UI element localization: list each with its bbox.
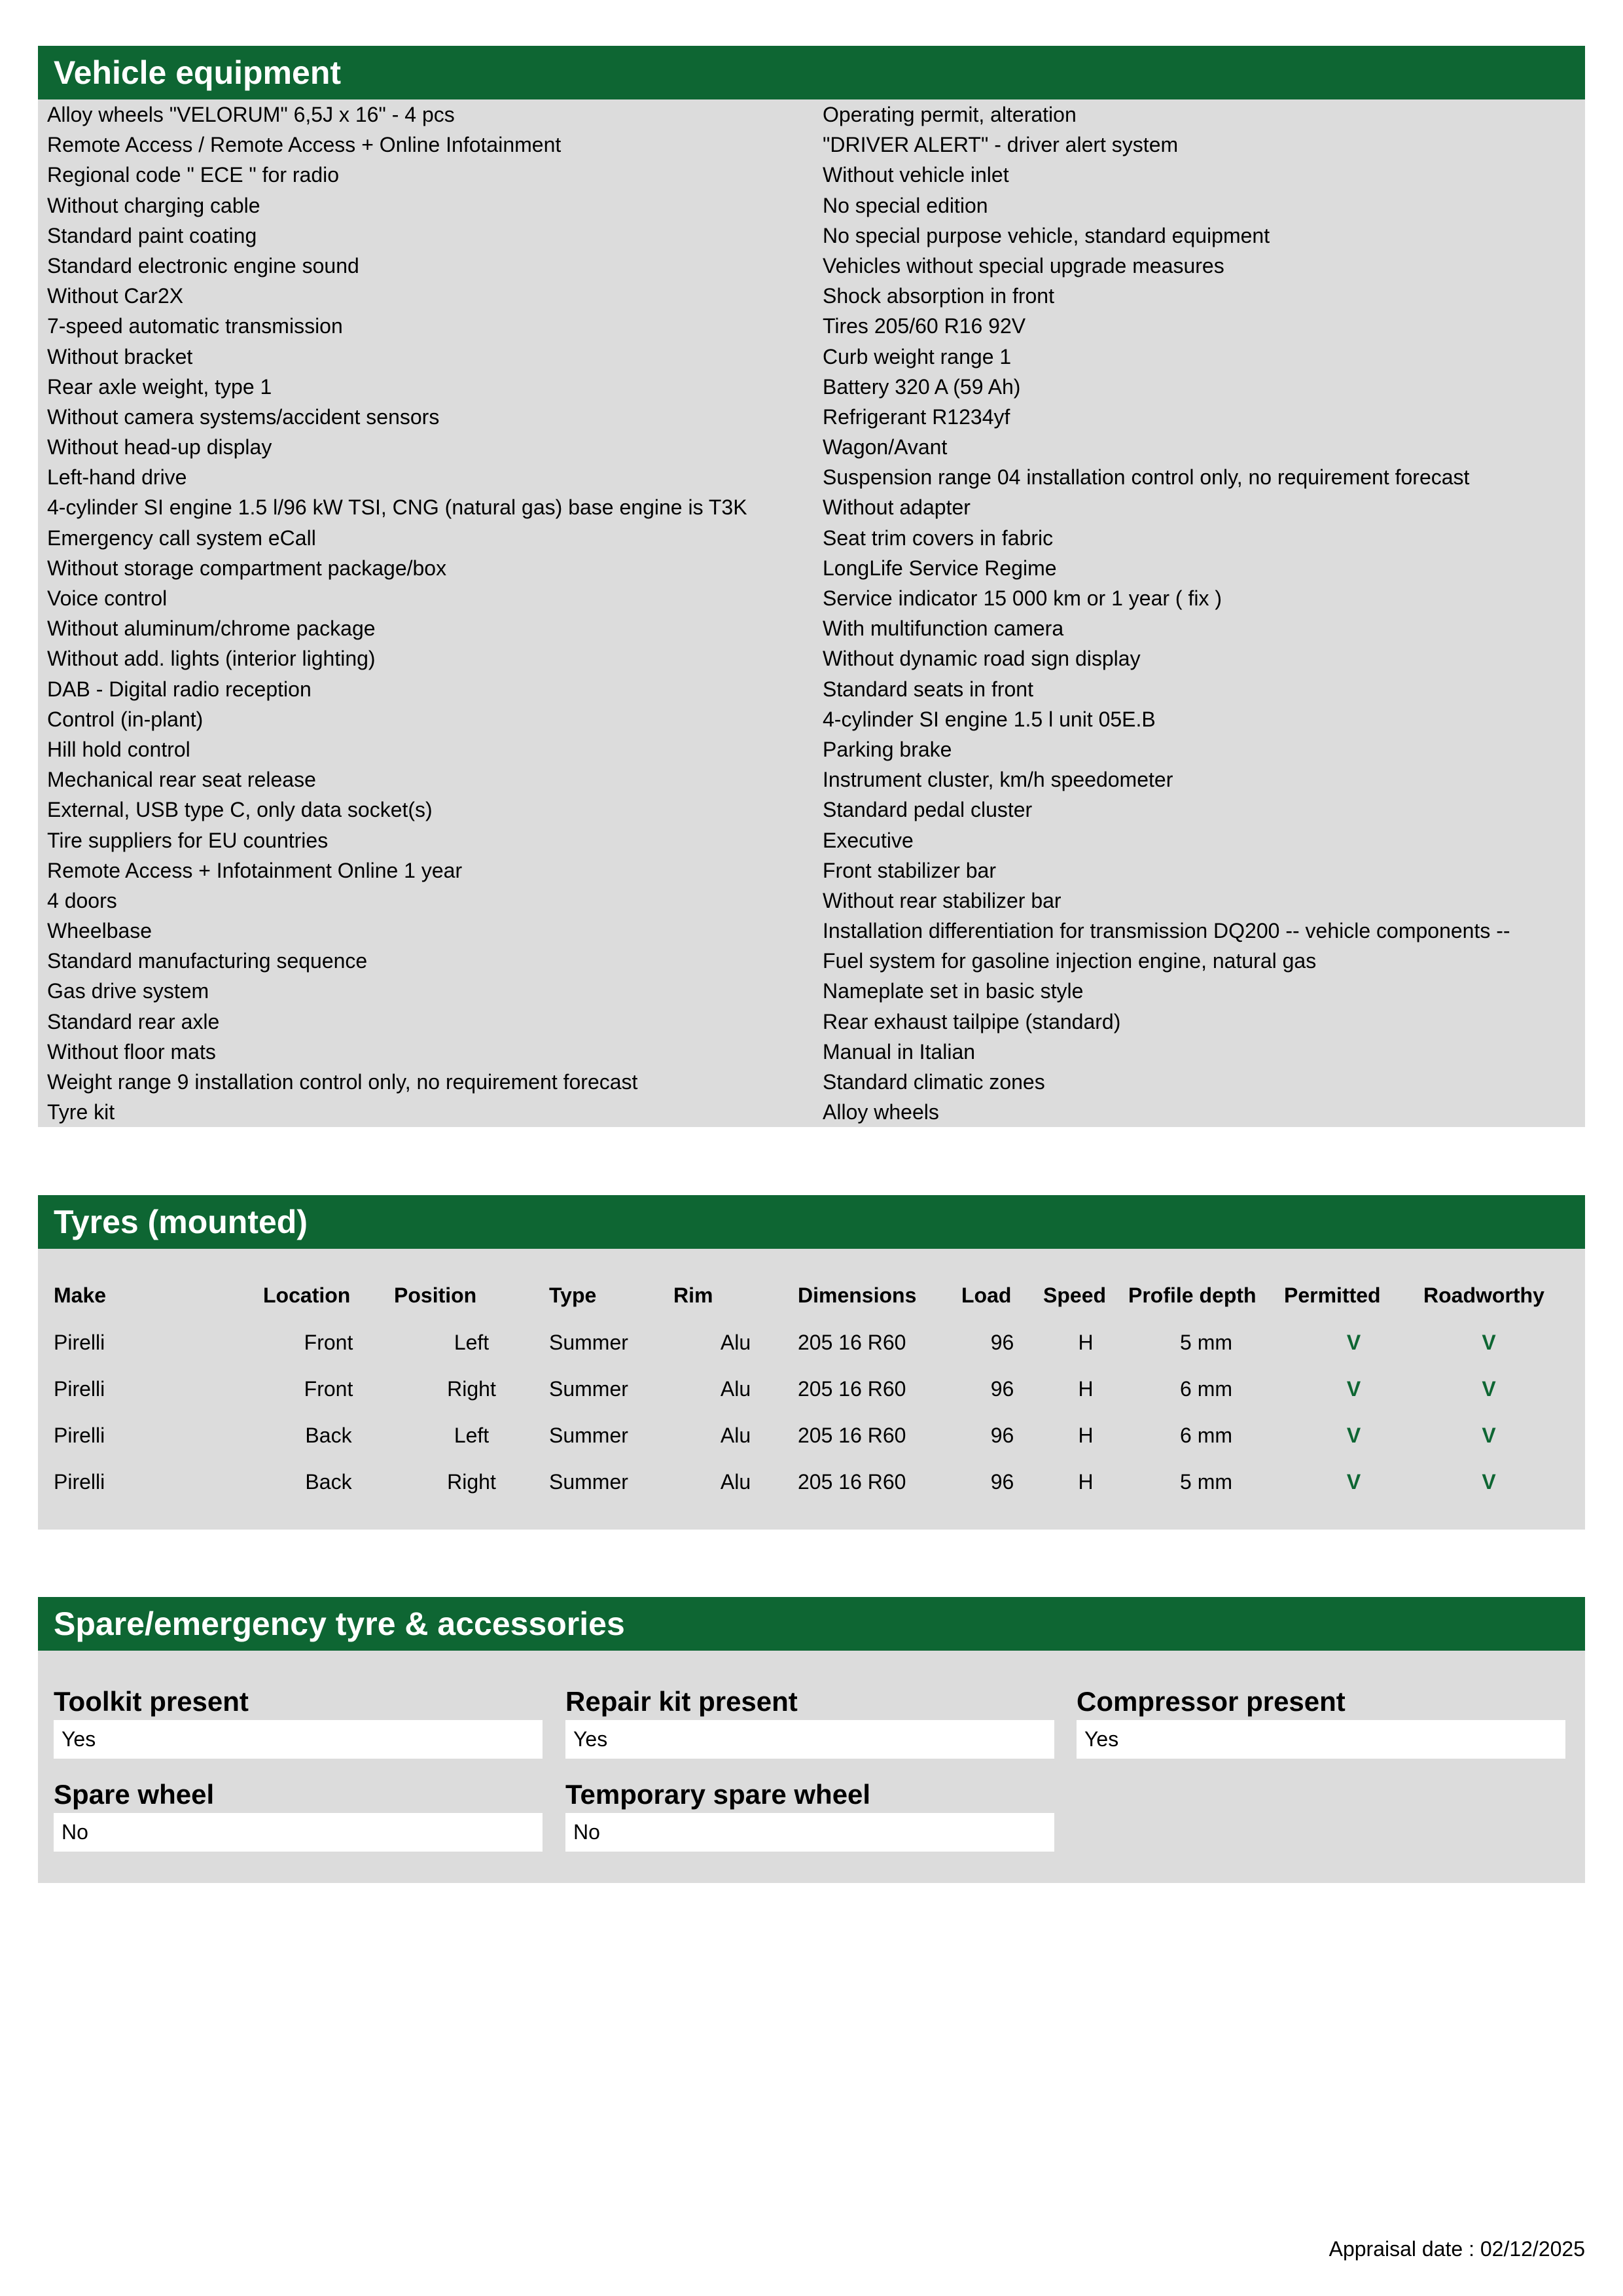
type-cell: Summer (549, 1377, 628, 1401)
equipment-item: Suspension range 04 installation control only, no requirement forecast (823, 465, 1470, 490)
spare-accessories-section (38, 1597, 1585, 1883)
equipment-item: Nameplate set in basic style (823, 979, 1084, 1003)
equipment-item: Standard manufacturing sequence (47, 949, 368, 973)
roadworthy-check-icon: V (1482, 1377, 1496, 1401)
table-row (54, 1319, 1554, 1366)
table-header-row (54, 1271, 1554, 1319)
toolkit-field (54, 1683, 543, 1759)
equipment-item: Wagon/Avant (823, 435, 948, 459)
field-label: Toolkit present (54, 1686, 249, 1717)
equipment-item: Remote Access + Infotainment Online 1 year (47, 858, 463, 882)
rim-cell: Alu (720, 1424, 751, 1447)
equipment-item: Curb weight range 1 (823, 344, 1012, 368)
equipment-item: Standard electronic engine sound (47, 253, 359, 278)
type-cell: Summer (549, 1424, 628, 1447)
repair-kit-field (565, 1683, 1054, 1759)
equipment-item: Regional code " ECE " for radio (47, 163, 340, 187)
equipment-item: Vehicles without special upgrade measures (823, 253, 1224, 278)
equipment-item: Rear axle weight, type 1 (47, 374, 272, 399)
equipment-item: Standard rear axle (47, 1009, 220, 1033)
profile-depth-cell: 6 mm (1180, 1424, 1232, 1447)
dimensions-cell: 205 16 R60 (798, 1377, 906, 1401)
spare-body (38, 1651, 1585, 1883)
table-row (54, 1459, 1554, 1505)
permitted-check-icon: V (1346, 1424, 1361, 1447)
equipment-item: Remote Access / Remote Access + Online Infotainment (47, 133, 562, 157)
location-cell: Back (305, 1424, 352, 1447)
equipment-list (38, 99, 1585, 1127)
equipment-item: Control (in-plant) (47, 707, 204, 731)
equipment-item: Wheelbase (47, 919, 152, 943)
table-row (54, 1366, 1554, 1412)
equipment-item: Alloy wheels "VELORUM" 6,5J x 16" - 4 pcs (47, 103, 455, 126)
roadworthy-check-icon: V (1482, 1331, 1496, 1354)
equipment-item: Mechanical rear seat release (47, 768, 316, 792)
equipment-item: Parking brake (823, 737, 952, 761)
position-cell: Left (454, 1331, 490, 1354)
tyres-table (54, 1271, 1554, 1505)
dimensions-cell: 205 16 R60 (798, 1424, 906, 1447)
equipment-item: Seat trim covers in fabric (823, 526, 1054, 550)
equipment-item: Emergency call system eCall (47, 526, 316, 550)
column-header-location: Location (263, 1283, 351, 1307)
equipment-item: Without adapter (823, 495, 971, 520)
load-cell: 96 (990, 1377, 1014, 1401)
equipment-item: Without aluminum/chrome package (47, 617, 376, 641)
equipment-item: Without charging cable (47, 193, 260, 217)
make-cell: Pirelli (54, 1424, 105, 1447)
equipment-item: Without add. lights (interior lighting) (47, 647, 376, 671)
load-cell: 96 (990, 1470, 1014, 1494)
dimensions-cell: 205 16 R60 (798, 1331, 906, 1354)
equipment-item: Battery 320 A (59 Ah) (823, 374, 1021, 399)
spare-wheel-field (54, 1776, 543, 1852)
make-cell: Pirelli (54, 1470, 105, 1494)
profile-depth-cell: 5 mm (1180, 1470, 1232, 1494)
field-value: Yes (1077, 1720, 1565, 1759)
tyres-body (38, 1249, 1585, 1530)
location-cell: Back (305, 1470, 352, 1494)
equipment-item: Alloy wheels (823, 1100, 939, 1124)
speed-cell: H (1078, 1424, 1094, 1447)
position-cell: Right (447, 1377, 496, 1401)
column-header-profile-depth: Profile depth (1128, 1283, 1257, 1307)
equipment-item: Without vehicle inlet (823, 163, 1009, 187)
temporary-spare-wheel-field (565, 1776, 1054, 1852)
equipment-item: Without rear stabilizer bar (823, 888, 1061, 912)
rim-cell: Alu (720, 1331, 751, 1354)
section-title: Tyres (mounted) (38, 1195, 1585, 1249)
rim-cell: Alu (720, 1377, 751, 1401)
speed-cell: H (1078, 1377, 1094, 1401)
roadworthy-check-icon: V (1482, 1424, 1496, 1447)
equipment-item: Voice control (47, 586, 168, 610)
equipment-item: 4 doors (47, 888, 117, 912)
equipment-item: Hill hold control (47, 737, 190, 761)
field-label: Spare wheel (54, 1779, 215, 1810)
equipment-item: 4-cylinder SI engine 1.5 l unit 05E.B (823, 707, 1156, 731)
equipment-column-right (823, 99, 1510, 1127)
field-value: Yes (54, 1720, 543, 1759)
vehicle-equipment-section (38, 46, 1585, 1127)
equipment-item: Standard pedal cluster (823, 798, 1033, 822)
equipment-item: Front stabilizer bar (823, 858, 996, 882)
speed-cell: H (1078, 1331, 1094, 1354)
section-title: Spare/emergency tyre & accessories (38, 1597, 1585, 1651)
field-value: No (565, 1813, 1054, 1852)
load-cell: 96 (990, 1424, 1014, 1447)
type-cell: Summer (549, 1470, 628, 1494)
column-header-rim: Rim (673, 1283, 713, 1307)
make-cell: Pirelli (54, 1331, 105, 1354)
section-title: Vehicle equipment (38, 46, 1585, 99)
field-label: Repair kit present (565, 1686, 798, 1717)
equipment-item: Tyre kit (47, 1100, 115, 1124)
column-header-speed: Speed (1043, 1283, 1107, 1307)
equipment-item: Instrument cluster, km/h speedometer (823, 768, 1173, 792)
equipment-item: External, USB type C, only data socket(s) (47, 798, 433, 822)
equipment-item: Standard seats in front (823, 677, 1033, 701)
equipment-item: Left-hand drive (47, 465, 187, 490)
equipment-item: 4-cylinder SI engine 1.5 l/96 kW TSI, CNG (natural gas) base engine is T3K (47, 495, 747, 520)
location-cell: Front (304, 1377, 353, 1401)
dimensions-cell: 205 16 R60 (798, 1470, 906, 1494)
equipment-item: Without head-up display (47, 435, 272, 459)
equipment-item: Service indicator 15 000 km or 1 year ( fix ) (823, 586, 1222, 610)
equipment-item: 7-speed automatic transmission (47, 314, 343, 338)
equipment-item: Standard paint coating (47, 223, 257, 247)
field-value: Yes (565, 1720, 1054, 1759)
equipment-item: With multifunction camera (823, 617, 1064, 641)
column-header-permitted: Permitted (1284, 1283, 1381, 1307)
position-cell: Left (454, 1424, 490, 1447)
equipment-item: Without dynamic road sign display (823, 647, 1141, 671)
equipment-item: Without storage compartment package/box (47, 556, 447, 580)
tyres-section (38, 1195, 1585, 1530)
profile-depth-cell: 5 mm (1180, 1331, 1232, 1354)
equipment-item: Refrigerant R1234yf (823, 404, 1010, 429)
equipment-item: Installation differentiation for transmission DQ200 -- vehicle components -- (823, 919, 1510, 943)
equipment-item: Gas drive system (47, 979, 209, 1003)
equipment-item: Rear exhaust tailpipe (standard) (823, 1009, 1121, 1033)
column-header-make: Make (54, 1283, 107, 1307)
equipment-item: Shock absorption in front (823, 284, 1054, 308)
equipment-item: No special purpose vehicle, standard equipment (823, 223, 1270, 247)
equipment-item: Fuel system for gasoline injection engine, natural gas (823, 949, 1317, 973)
location-cell: Front (304, 1331, 353, 1354)
column-header-roadworthy: Roadworthy (1423, 1283, 1544, 1307)
equipment-column-left (38, 99, 823, 1127)
permitted-check-icon: V (1346, 1470, 1361, 1494)
permitted-check-icon: V (1346, 1377, 1361, 1401)
permitted-check-icon: V (1346, 1331, 1361, 1354)
equipment-item: "DRIVER ALERT" - driver alert system (823, 133, 1179, 157)
field-value: No (54, 1813, 543, 1852)
equipment-item: Tires 205/60 R16 92V (823, 314, 1026, 338)
equipment-item: Without Car2X (47, 284, 184, 308)
speed-cell: H (1078, 1470, 1094, 1494)
profile-depth-cell: 6 mm (1180, 1377, 1232, 1401)
equipment-item: Operating permit, alteration (823, 103, 1077, 126)
column-header-position: Position (394, 1283, 477, 1307)
equipment-item: Without floor mats (47, 1039, 216, 1064)
type-cell: Summer (549, 1331, 628, 1354)
appraisal-date: Appraisal date : 02/12/2025 (1329, 2237, 1585, 2261)
roadworthy-check-icon: V (1482, 1470, 1496, 1494)
equipment-item: Executive (823, 828, 914, 852)
column-header-type: Type (549, 1283, 597, 1307)
equipment-item: Without bracket (47, 344, 193, 368)
compressor-field (1077, 1683, 1565, 1759)
position-cell: Right (447, 1470, 496, 1494)
equipment-item: Without camera systems/accident sensors (47, 404, 440, 429)
field-label: Compressor present (1077, 1686, 1346, 1717)
column-header-dimensions: Dimensions (798, 1283, 917, 1307)
make-cell: Pirelli (54, 1377, 105, 1401)
equipment-item: Weight range 9 installation control only, no requirement forecast (47, 1070, 638, 1094)
load-cell: 96 (990, 1331, 1014, 1354)
equipment-item: LongLife Service Regime (823, 556, 1057, 580)
equipment-item: Manual in Italian (823, 1039, 976, 1064)
equipment-item: No special edition (823, 193, 988, 217)
equipment-item: DAB - Digital radio reception (47, 677, 312, 701)
equipment-item: Standard climatic zones (823, 1070, 1045, 1094)
rim-cell: Alu (720, 1470, 751, 1494)
column-header-load: Load (961, 1283, 1012, 1307)
equipment-item: Tire suppliers for EU countries (47, 828, 329, 852)
table-row (54, 1412, 1554, 1459)
field-label: Temporary spare wheel (565, 1779, 871, 1810)
